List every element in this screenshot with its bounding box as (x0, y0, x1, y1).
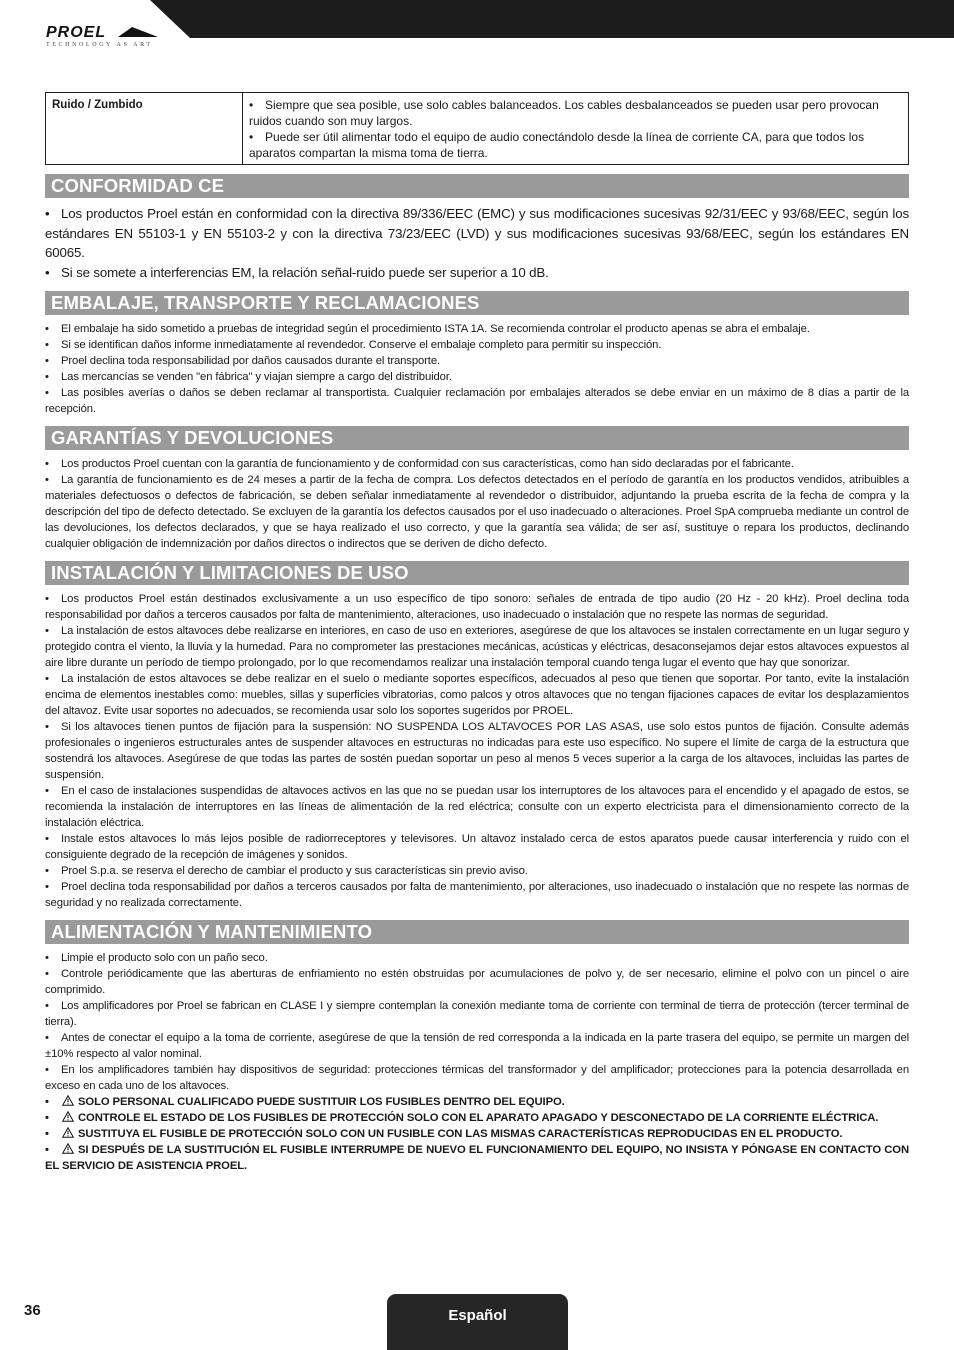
warning-item: • SUSTITUYA EL FUSIBLE DE PROTECCIÓN SOLO CON UN FUSIBLE CON LAS MISMAS CARACTERÍSTICAS REPRODUCIDAS EN EL PRODUCTO. (45, 1128, 843, 1140)
table-row (46, 93, 909, 165)
bullet-item: • Controle periódicamente que las aberturas de enfriamiento no estén obstruidas por acumulaciones de polvo y, de ser necesario, elimine el polvo con un pincel o aire comprimido. (45, 968, 909, 996)
table-value (243, 93, 909, 165)
bullet-item: • La garantía de funcionamiento es de 24 meses a partir de la fecha de compra. Los defectos detectados en el período de garantía en los productos vendidos, atribuibles a materiales defectuosos o defectos de fabricación, se deben señalar inmediatamente al revendedor o distribuidor, adjuntando la prueba escrita de la fecha de compra y la descripción del tipo de defecto detectado. Se excluyen de la garantía los defectos causados por el uso inadecuado o alteraciones. Proel SpA comprueba mediante un control de las devoluciones, los defectos declarados, y que se haya realizado el uso correcto, y que la garantía sea válida; de ser así, sustituye o repara los productos, declinando cualquier obligación de indemnización por daños directos o indirectos que se deriven de dicho defecto. (45, 474, 909, 550)
warning-item: • CONTROLE EL ESTADO DE LOS FUSIBLES DE PROTECCIÓN SOLO CON EL APARATO APAGADO Y DESCONECTADO DE LA CORRIENTE ELÉCTRICA. (45, 1112, 879, 1124)
bullet-item: • El embalaje ha sido sometido a pruebas de integridad según el procedimiento ISTA 1A. Se recomienda controlar el producto apenas se abra el embalaje. (45, 323, 810, 335)
bullet-item: • Los amplificadores por Proel se fabrican en CLASE I y siempre contemplan la conexión mediante toma de corriente con terminal de tierra de protección (tercer terminal de tierra). (45, 1000, 909, 1028)
warning-triangle-icon (61, 1111, 75, 1122)
bullet-item: • Limpie el producto solo con un paño seco. (45, 952, 268, 964)
table-line: • Puede ser útil alimentar todo el equipo de audio conectándolo desde la línea de corriente CA, para que todos los aparatos compartan la misma toma de tierra. (249, 130, 865, 160)
section-title: INSTALACIÓN Y LIMITACIONES DE USO (45, 561, 909, 585)
section-title: GARANTÍAS Y DEVOLUCIONES (45, 426, 909, 450)
table-key: Ruido / Zumbido (46, 93, 243, 165)
language-tab: Español (387, 1294, 568, 1350)
bullet-item: • En los amplificadores también hay dispositivos de seguridad: protecciones térmicas del transformador y del amplificador; protecciones para la potencia desarrollada en exceso en cada uno de los altavoces. (45, 1064, 909, 1092)
bullet-item: • Instale estos altavoces lo más lejos posible de radiorreceptores y televisores. Un altavoz instalado cerca de estos aparatos puede causar interferencia y ruido con el consiguiente degrado de la recepción de imágenes y sonidos. (45, 833, 909, 861)
section-body (45, 950, 909, 1174)
bullet-item: • Proel declina toda responsabilidad por daños causados durante el transporte. (45, 355, 440, 367)
warning-triangle-icon (61, 1095, 75, 1106)
section-title: EMBALAJE, TRANSPORTE Y RECLAMACIONES (45, 291, 909, 315)
bullet-item: • Los productos Proel cuentan con la garantía de funcionamiento y de conformidad con sus características, como han sido declaradas por el fabricante. (45, 458, 794, 470)
section-body (45, 204, 909, 282)
section-body (45, 591, 909, 911)
bullet-item: • En el caso de instalaciones suspendidas de altavoces activos en las que no se puedan usar los interruptores de los altavoces para el encendido y el apagado de estos, se recomienda la instalación de interruptores en las líneas de alimentación de la red eléctrica; consulte con un experto electricista para el dimensionamiento correcto de la instalación eléctrica. (45, 785, 909, 829)
bullet-item: • La instalación de estos altavoces se debe realizar en el suelo o mediante soportes específicos, adecuados al peso que tienen que soportar. Por tanto, evite la instalación encima de elementos inestables como: muebles, sillas y superficies vibratorias, como palcos y otros altavoces que no tengan fijaciones capaces de evitar los desplazamientos del altavoz. Evite usar soportes no adecuados, se recomienda usar solo los soportes sugeridos por PROEL. (45, 673, 909, 717)
bullet-item: • La instalación de estos altavoces debe realizarse en interiores, en caso de uso en exteriores, asegúrese de que los altavoces se instalen correctamente en un lugar seguro y protegido contra el viento, la lluvia y la humedad. Para no comprometer las prestaciones mecánicas, acústicas y eléctricas, desaconsejamos dejar estos altavoces expuestos al aire libre durante un período de tiempo prolongado, por lo que recomendamos realizar una instalación temporal cuando tenga lugar el evento que hay que sonorizar. (45, 625, 909, 669)
brand-tagline: TECHNOLOGY AS ART (46, 42, 153, 48)
bullet-item: • Proel declina toda responsabilidad por daños a terceros causados por falta de mantenimiento, por alteraciones, uso inadecuado o instalación que no respete las normas de seguridad y no realizada correctamente. (45, 881, 909, 909)
section-title: ALIMENTACIÓN Y MANTENIMIENTO (45, 920, 909, 944)
section-title: CONFORMIDAD CE (45, 174, 909, 198)
sections-container (45, 174, 909, 1174)
brand-logo: PROEL (46, 24, 107, 41)
bullet-item: • Si los altavoces tienen puntos de fijación para la suspensión: NO SUSPENDA LOS ALTAVOCES POR LAS ASAS, use solo estos puntos de fijación. Consulte además profesionales o ingenieros estructurales antes de suspender altavoces en estructuras no indicadas para este uso específico. No supere el límite de carga de la estructura que sostendrá los altavoces. Asegúrese de que todas las partes de sostén puedan soportar un peso al menos 5 veces superior a la carga de los altavoces, incluidas las partes de suspensión. (45, 721, 909, 781)
warning-item: • SOLO PERSONAL CUALIFICADO PUEDE SUSTITUIR LOS FUSIBLES DENTRO DEL EQUIPO. (45, 1096, 565, 1108)
page-number: 36 (24, 1302, 41, 1319)
bullet-item: • Los productos Proel están destinados exclusivamente a un uso específico de tipo sonoro: señales de entrada de tipo audio (20 Hz - 20 kHz). Proel declina toda responsabilidad por daños a terceros causados por falta de mantenimiento, alteraciones, uso inadecuado o instalación que no respete las normas de seguridad. (45, 593, 909, 621)
table-line: • Siempre que sea posible, use solo cables balanceados. Los cables desbalanceados se pueden usar pero provocan ruidos cuando son muy largos. (249, 98, 879, 128)
troubleshooting-table (45, 92, 909, 165)
bullet-item: • Antes de conectar el equipo a la toma de corriente, asegúrese de que la tensión de red corresponda a la indicada en la parte trasera del equipo, se permite un margen del ±10% respecto al valor nominal. (45, 1032, 909, 1060)
bullet-item: • Si se identifican daños informe inmediatamente al revendedor. Conserve el embalaje completo para permitir su inspección. (45, 339, 662, 351)
warning-triangle-icon (61, 1127, 75, 1138)
section-body (45, 321, 909, 417)
section-body (45, 456, 909, 552)
document-body (45, 92, 909, 1174)
header-bar (0, 0, 954, 52)
bullet-item: • Las posibles averías o daños se deben reclamar al transportista. Cualquier reclamación por embalajes alterados se debe enviar en un máximo de 8 días a partir de la recepción. (45, 387, 909, 415)
bullet-item: • Los productos Proel están en conformidad con la directiva 89/336/EEC (EMC) y sus modificaciones sucesivas 92/31/EEC y 93/68/EEC, según los estándares EN 55103-1 y EN 55103-2 y con la directiva 73/23/EEC (LVD) y sus modificaciones sucesivas 93/68/EEC, según los estándares EN 60065. (45, 206, 909, 260)
warning-triangle-icon (61, 1143, 75, 1154)
bullet-item: • Proel S.p.a. se reserva el derecho de cambiar el producto y sus características sin previo aviso. (45, 865, 528, 877)
bullet-item: • Las mercancías se venden "en fábrica" y viajan siempre a cargo del distribuidor. (45, 371, 452, 383)
warning-item: • SI DESPUÉS DE LA SUSTITUCIÓN EL FUSIBLE INTERRUMPE DE NUEVO EL FUNCIONAMIENTO DEL EQUIPO, NO INSISTA Y PÓNGASE EN CONTACTO CON EL SERVICIO DE ASISTENCIA PROEL. (45, 1144, 909, 1172)
bullet-item: • Si se somete a interferencias EM, la relación señal-ruido puede ser superior a 10 dB. (45, 264, 549, 280)
logo-swoosh-icon (118, 26, 158, 38)
